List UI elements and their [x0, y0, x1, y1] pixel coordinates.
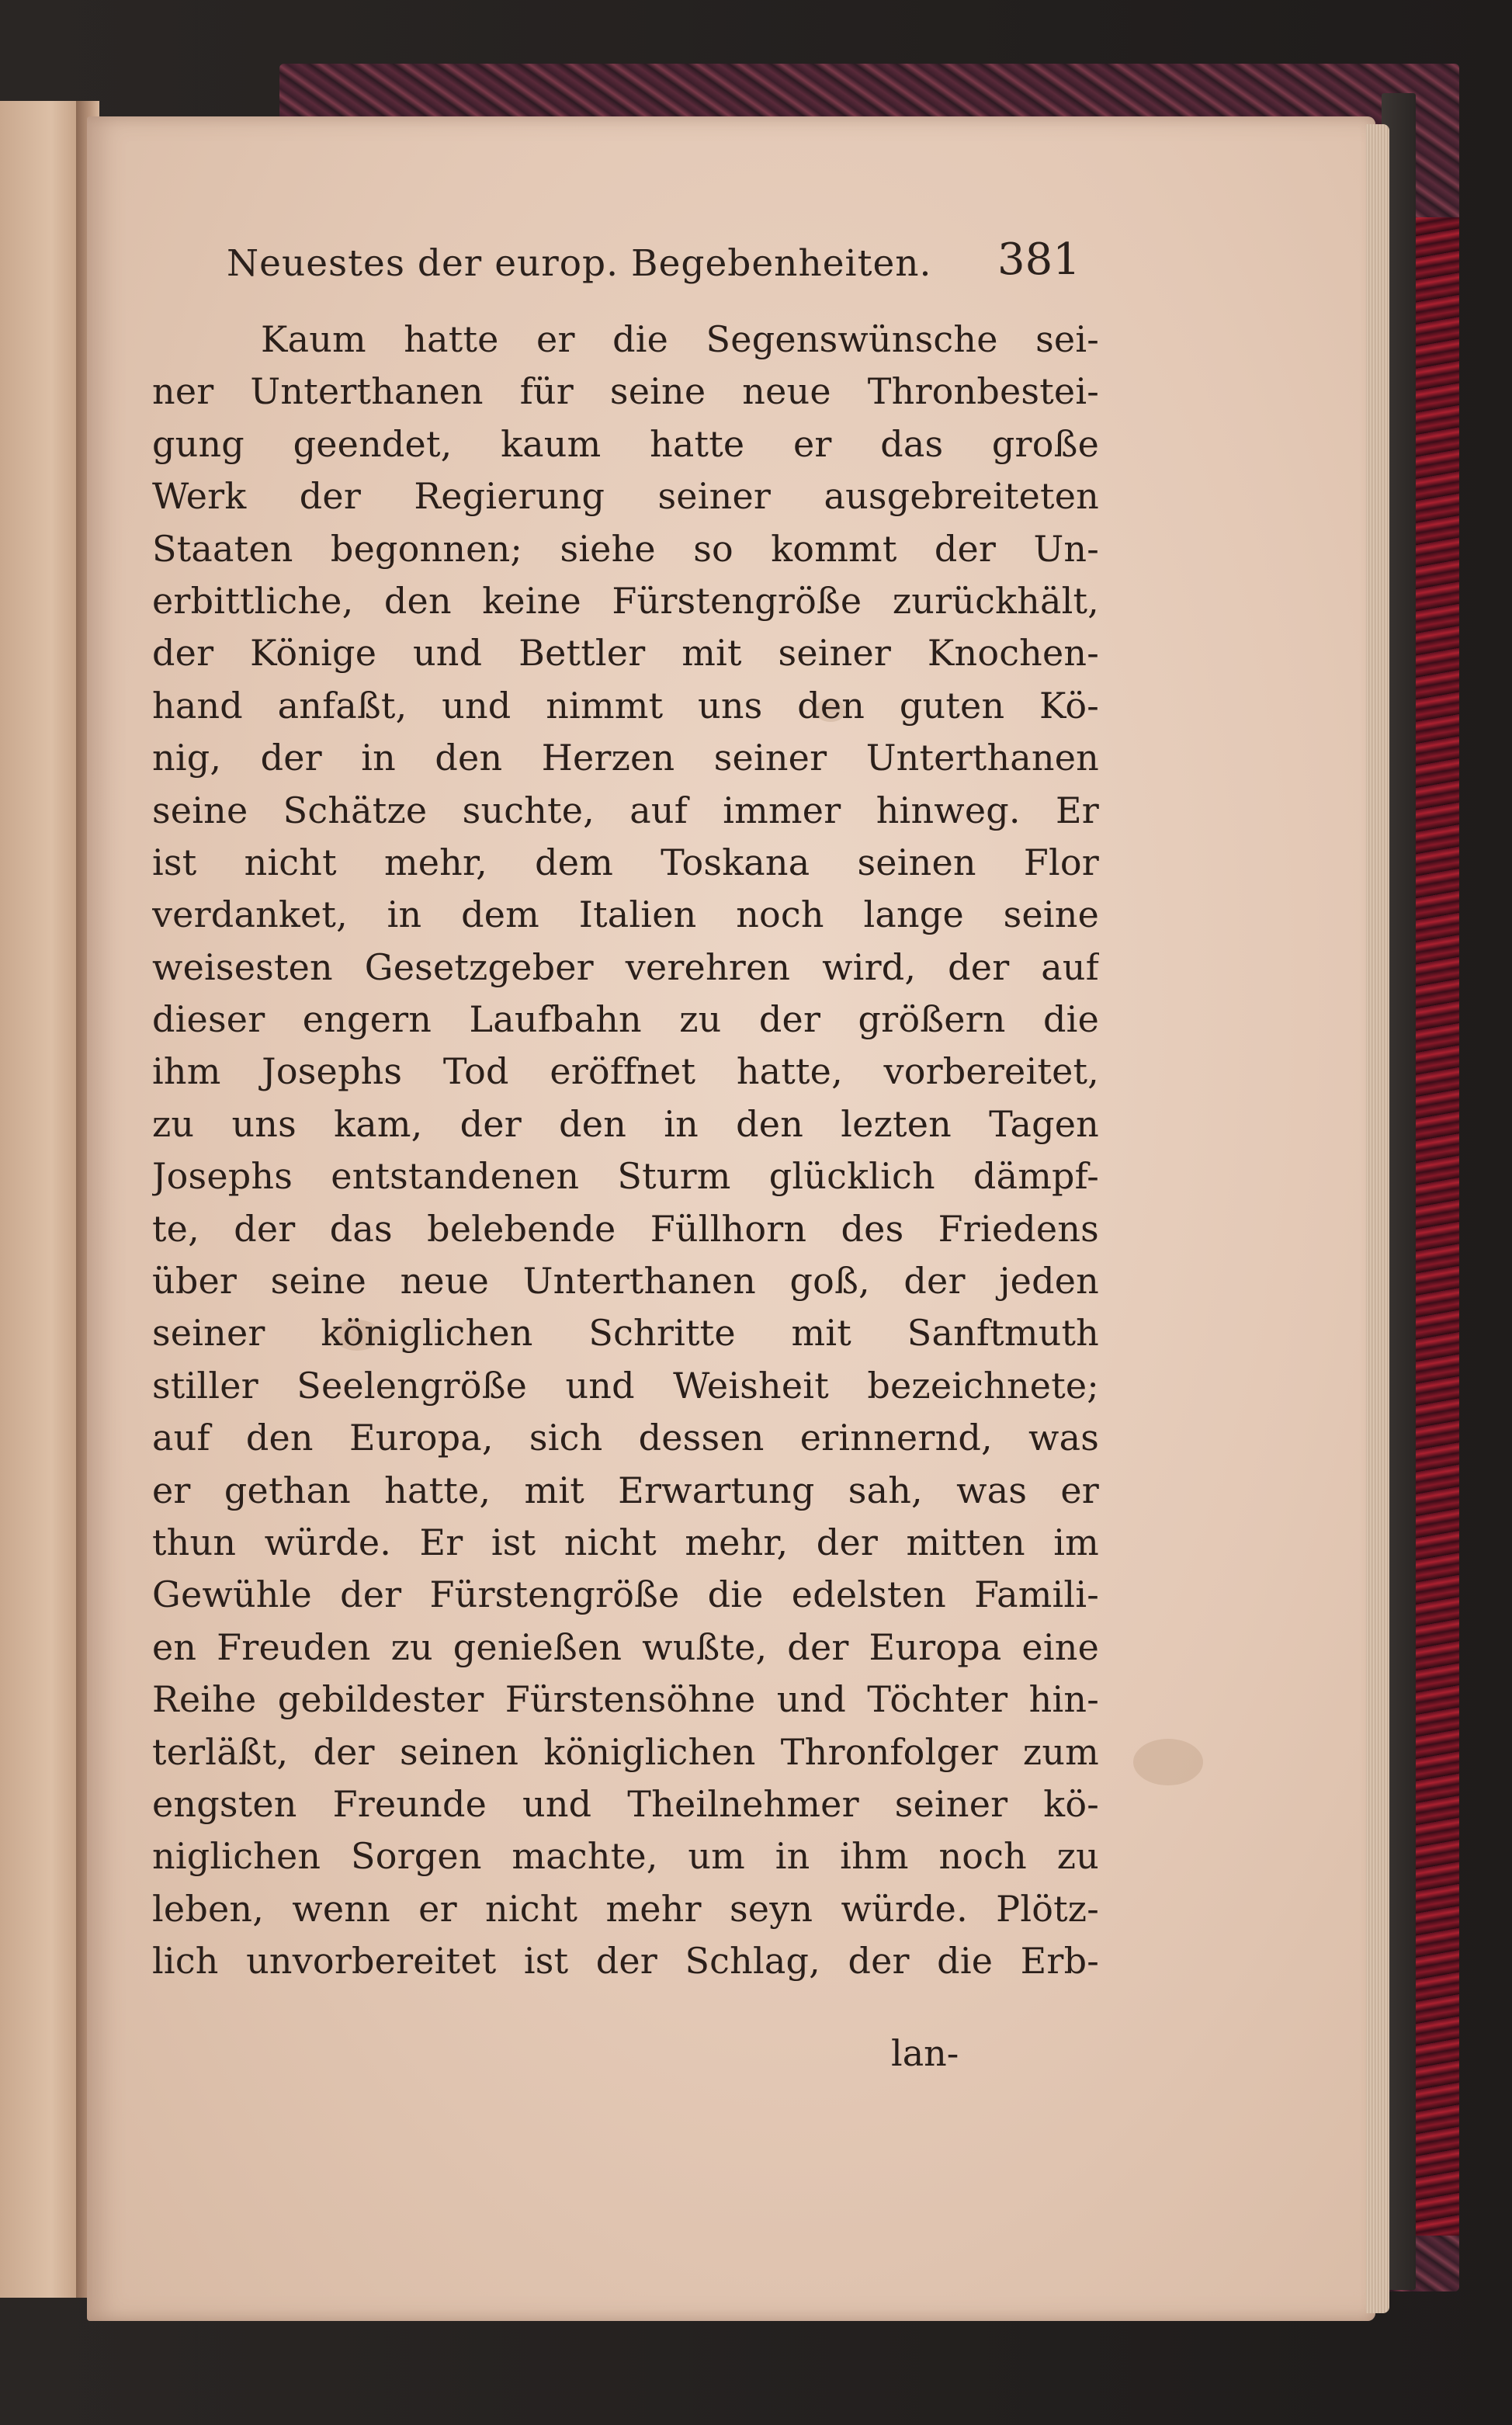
body-text [152, 314, 1099, 1988]
text-line: seiner königlichen Schritte mit Sanftmuth [152, 1312, 1099, 1355]
text-line: Staaten begonnen; siehe so kommt der Un- [152, 527, 1099, 570]
text-line: zu uns kam, der den in den lezten Tagen [152, 1102, 1099, 1145]
text-line: leben, wenn er nicht mehr seyn würde. Plötz- [152, 1887, 1099, 1930]
text-line: auf den Europa, sich dessen erinnernd, was [152, 1417, 1099, 1459]
text-line: gung geendet, kaum hatte er das große [152, 422, 1099, 465]
catchword: lan- [891, 2032, 959, 2074]
text-line: thun würde. Er ist nicht mehr, der mitten im [152, 1521, 1099, 1563]
text-line: niglichen Sorgen machte, um in ihm noch zu [152, 1835, 1099, 1878]
text-line: stiller Seelengröße und Weisheit bezeichnete; [152, 1364, 1099, 1407]
text-line: über seine neue Unterthanen goß, der jeden [152, 1260, 1099, 1303]
text-line: Reihe gebildester Fürstensöhne und Töchter hin- [152, 1678, 1099, 1721]
text-line: ner Unterthanen für seine neue Thronbestei- [152, 370, 1099, 413]
text-line: lich unvorbereitet ist der Schlag, der die Erb- [152, 1940, 1099, 1983]
text-line: nig, der in den Herzen seiner Unterthanen [152, 737, 1099, 779]
paper-stain [1133, 1739, 1203, 1785]
text-line: weisesten Gesetzgeber verehren wird, der auf [152, 945, 1099, 988]
text-line: er gethan hatte, mit Erwartung sah, was er [152, 1469, 1099, 1511]
text-line: Gewühle der Fürstengröße die edelsten Famili- [152, 1573, 1099, 1616]
text-line: verdanket, in dem Italien noch lange seine [152, 893, 1099, 936]
text-line: Josephs entstandenen Sturm glücklich dämpf- [152, 1155, 1099, 1198]
text-line: seine Schätze suchte, auf immer hinweg. Er [152, 789, 1099, 831]
running-head: Neuestes der europ. Begebenheiten. [227, 242, 932, 285]
text-line: ist nicht mehr, dem Toskana seinen Flor [152, 841, 1099, 883]
text-line: dieser engern Laufbahn zu der größern die [152, 998, 1099, 1041]
text-line: Kaum hatte er die Segenswünsche sei- [261, 318, 1099, 360]
page-fore-edge [1366, 124, 1389, 2313]
text-line: hand anfaßt, und nimmt uns den guten Kö- [152, 684, 1099, 727]
text-line: der Könige und Bettler mit seiner Knochen- [152, 632, 1099, 675]
text-line: Werk der Regierung seiner ausgebreiteten [152, 475, 1099, 518]
text-line: ihm Josephs Tod eröffnet hatte, vorbereitet, [152, 1050, 1099, 1093]
text-line: terläßt, der seinen königlichen Thronfolger zum [152, 1730, 1099, 1773]
text-line: engsten Freunde und Theilnehmer seiner kö- [152, 1782, 1099, 1825]
text-line: erbittliche, den keine Fürstengröße zurückhält, [152, 579, 1099, 622]
text-line: te, der das belebende Füllhorn des Friedens [152, 1207, 1099, 1250]
page-number: 381 [997, 234, 1080, 285]
text-line: en Freuden zu genießen wußte, der Europa eine [152, 1625, 1099, 1668]
